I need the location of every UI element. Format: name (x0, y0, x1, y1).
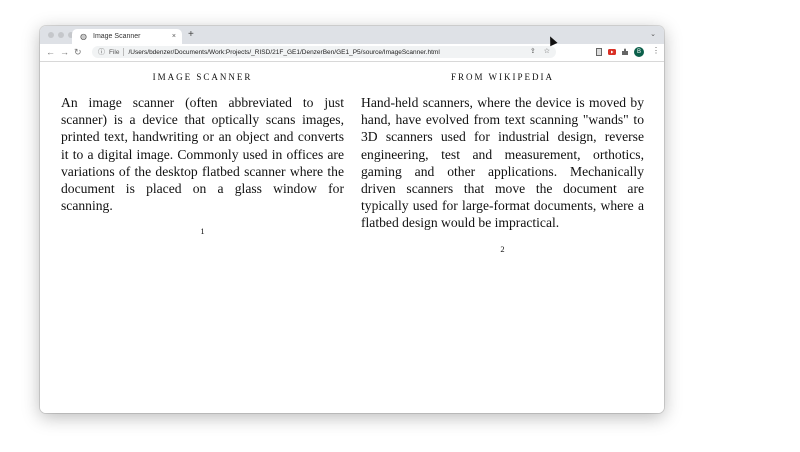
share-icon[interactable]: ⇪ (529, 48, 536, 55)
left-page-number: 1 (200, 226, 205, 237)
address-bar[interactable] (92, 46, 556, 58)
tab-image-scanner[interactable] (72, 29, 182, 44)
page-info-icon[interactable]: ⓘ (98, 49, 105, 56)
left-column (61, 62, 344, 236)
browser-toolbar (40, 44, 664, 62)
back-button[interactable]: ← (46, 47, 55, 57)
reading-list-icon[interactable] (595, 48, 603, 56)
address-divider (123, 48, 124, 56)
tab-strip (40, 26, 664, 44)
close-window-button[interactable] (48, 32, 54, 38)
left-paragraph: An image scanner (often abbreviated to just scanner) is a device that optically scans images, printed text, handwriting or an object and converts it to a digital image. Commonly used in offices are variations of the desktop flatbed scanner where the document is placed on a glass window for scanning. (61, 95, 344, 214)
right-page-number: 2 (500, 243, 505, 254)
bookmark-star-icon[interactable]: ☆ (543, 48, 550, 55)
extensions-puzzle-icon[interactable] (621, 48, 629, 56)
window-controls (48, 32, 74, 38)
url-text[interactable]: /Users/bdenzer/Documents/Work:Projects/_RISD/21F_GE1/DenzerBen/GE1_P5/source/ImageScanner.html (128, 48, 440, 56)
profile-avatar[interactable]: B (634, 47, 644, 57)
right-heading: FROM WIKIPEDIA (450, 72, 555, 82)
reload-button[interactable]: ↻ (74, 47, 82, 57)
right-column (361, 62, 644, 254)
page-content (40, 62, 664, 413)
browser-menu-icon[interactable]: ⋮ (652, 46, 660, 55)
left-heading: IMAGE SCANNER (152, 72, 253, 82)
tab-search-icon[interactable]: ⌄ (650, 31, 656, 38)
browser-window (40, 26, 664, 413)
new-tab-button[interactable]: + (188, 29, 194, 40)
forward-button[interactable]: → (60, 47, 69, 57)
tab-close-icon[interactable]: × (171, 33, 176, 40)
tab-title: Image Scanner (93, 33, 141, 40)
right-paragraph: Hand-held scanners, where the device is moved by hand, have evolved from text scanning "wands" to 3D scanners used for industrial design, reverse engineering, test and measurement, orthotics, gaming and other applications. Mechanically driven scanners that move the document are typically used for large-format documents, where a flatbed design would be impractical. (361, 95, 644, 231)
minimize-window-button[interactable] (58, 32, 64, 38)
url-scheme: File (109, 48, 120, 56)
globe-icon: ◍ (80, 31, 87, 41)
extension-red-icon[interactable] (608, 48, 616, 56)
